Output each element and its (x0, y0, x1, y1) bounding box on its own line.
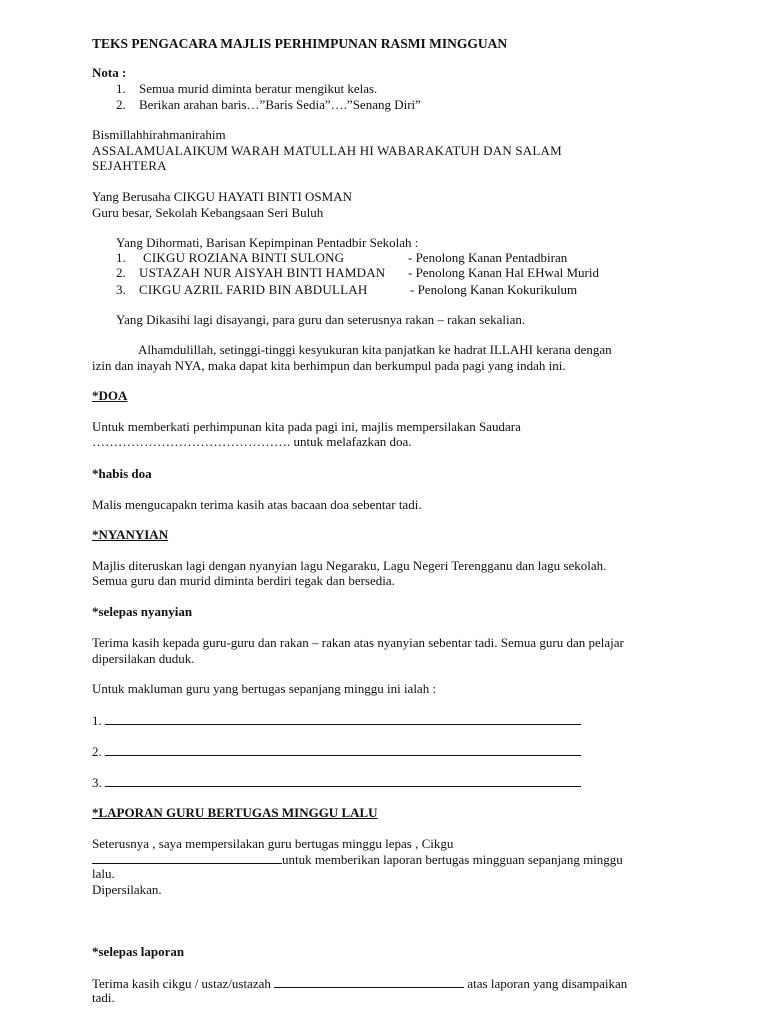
leadership-member-3-number: 3. (116, 282, 126, 297)
guest-line-1: Yang Berusaha CIKGU HAYATI BINTI OSMAN (92, 189, 352, 204)
laporan-line-2 (92, 851, 623, 868)
selepas-laporan-heading: *selepas laporan (92, 944, 185, 959)
salam-line-2: SEJAHTERA (92, 158, 167, 173)
leadership-member-3-name: CIKGU AZRIL FARID BIN ABDULLAH (139, 282, 368, 297)
alhamdulillah-line-1: Alhamdulillah, setinggi-tinggi kesyukuran kita panjatkan ke hadrat ILLAHI kerana dengan (138, 342, 612, 357)
doa-heading: *DOA (92, 388, 128, 403)
leadership-member-1-name: CIKGU ROZIANA BINTI SULONG (143, 250, 345, 265)
selepas-nyanyian-line-1: Terima kasih kepada guru-guru dan rakan – rakan atas nyanyian sebentar tadi. Semua guru dan pelajar (92, 635, 624, 650)
duty-slot-1-number: 1. (92, 713, 102, 728)
alhamdulillah-line-2: izin dan inayah NYA, maka dapat kita berhimpun dan berkumpul pada pagi yang indah ini. (92, 358, 566, 373)
laporan-line-4: Dipersilakan. (92, 882, 162, 897)
selepas-laporan-line-1b: atas laporan yang disampaikan (467, 976, 628, 991)
habis-doa-text: Malis mengucapakn terima kasih atas bacaan doa sebentar tadi. (92, 497, 422, 512)
duty-slot-1-blank[interactable] (105, 712, 581, 725)
doa-line-2-text: untuk melafazkan doa. (290, 434, 412, 449)
duty-slot-2 (92, 743, 581, 760)
habis-doa-heading: *habis doa (92, 466, 152, 481)
leadership-member-1-number: 1. (116, 250, 126, 265)
guest-line-2: Guru besar, Sekolah Kebangsaan Seri Buluh (92, 205, 324, 220)
nota-item-1-number: 1. (116, 81, 126, 96)
nota-item-2-text: Berikan arahan baris…”Baris Sedia”….”Senang Diri” (139, 97, 421, 112)
duty-slot-1 (92, 712, 581, 729)
salam-line-1: ASSALAMUALAIKUM WARAH MATULLAH HI WABARAKATUH DAN SALAM (92, 143, 562, 158)
nyanyian-line-1: Majlis diteruskan lagi dengan nyanyian lagu Negaraku, Lagu Negeri Terengganu dan lagu sekolah. (92, 558, 607, 573)
duty-slot-2-number: 2. (92, 744, 102, 759)
leadership-member-2-number: 2. (116, 265, 126, 280)
selepas-laporan-line-2: tadi. (92, 990, 115, 1005)
doa-name-blank[interactable]: ………………………………………. (92, 434, 291, 449)
bismillah-line: Bismillahhirahmanirahim (92, 127, 226, 142)
leadership-intro: Yang Dihormati, Barisan Kepimpinan Pentadbir Sekolah : (116, 235, 419, 250)
duty-intro: Untuk makluman guru yang bertugas sepanjang minggu ini ialah : (92, 681, 437, 696)
nyanyian-heading: *NYANYIAN (92, 527, 169, 542)
laporan-line-1: Seterusnya , saya mempersilakan guru bertugas minggu lepas , Cikgu (92, 836, 454, 851)
nota-label: Nota : (92, 65, 127, 80)
duty-slot-2-blank[interactable] (105, 743, 581, 756)
leadership-member-2-name: USTAZAH NUR AISYAH BINTI HAMDAN (139, 265, 386, 280)
laporan-line-3: lalu. (92, 866, 115, 881)
selepas-laporan-line-1a: Terima kasih cikgu / ustaz/ustazah (92, 976, 271, 991)
duty-slot-3-number: 3. (92, 775, 102, 790)
laporan-heading: *LAPORAN GURU BERTUGAS MINGGU LALU (92, 805, 378, 820)
nota-item-2-number: 2. (116, 97, 126, 112)
nota-item-1-text: Semua murid diminta beratur mengikut kelas. (139, 81, 378, 96)
selepas-laporan-line-1 (92, 975, 627, 992)
doa-line-1: Untuk memberkati perhimpunan kita pada pagi ini, majlis mempersilakan Saudara (92, 419, 521, 434)
laporan-teacher-blank[interactable] (92, 851, 282, 864)
document-title: TEKS PENGACARA MAJLIS PERHIMPUNAN RASMI MINGGUAN (92, 36, 508, 51)
doa-line-2 (92, 434, 412, 450)
leadership-member-2-role: - Penolong Kanan Hal EHwal Murid (408, 265, 599, 280)
selepas-laporan-teacher-blank[interactable] (274, 975, 464, 988)
laporan-line-2-text: untuk memberikan laporan bertugas mingguan sepanjang minggu (282, 852, 623, 867)
selepas-nyanyian-heading: *selepas nyanyian (92, 604, 193, 619)
duty-slot-3-blank[interactable] (105, 774, 581, 787)
selepas-nyanyian-line-2: dipersilakan duduk. (92, 651, 195, 666)
nyanyian-line-2: Semua guru dan murid diminta berdiri tegak dan bersedia. (92, 573, 395, 588)
duty-slot-3 (92, 774, 581, 791)
leadership-member-3-role: - Penolong Kanan Kokurikulum (410, 282, 578, 297)
greeting-teachers: Yang Dikasihi lagi disayangi, para guru dan seterusnya rakan – rakan sekalian. (116, 312, 526, 327)
leadership-member-1-role: - Penolong Kanan Pentadbiran (408, 250, 568, 265)
